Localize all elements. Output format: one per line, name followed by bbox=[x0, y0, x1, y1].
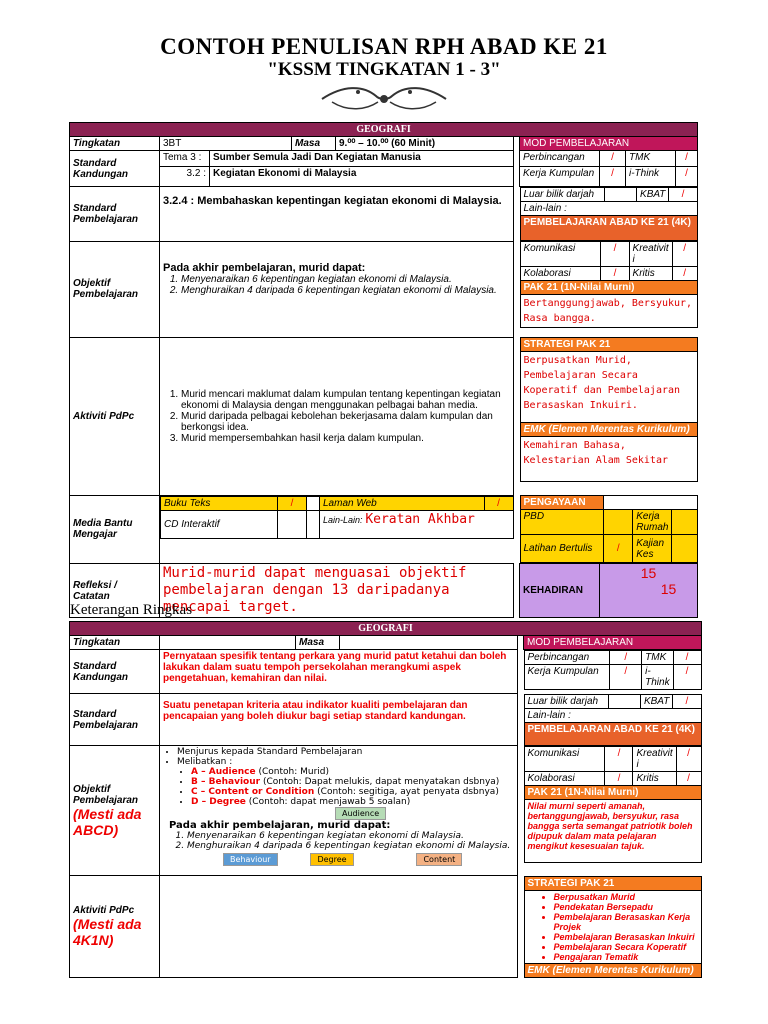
ithink-mark: / bbox=[676, 167, 698, 187]
rph-table-top bbox=[69, 122, 698, 618]
emk-value: Kemahiran Bahasa, Kelestarian Alam Sekitar bbox=[520, 437, 697, 482]
op-item-2: 2. Menghuraikan 4 daripada 6 kepentingan kegiatan ekonomi di Malaysia. bbox=[181, 285, 510, 296]
lain-lain-label: Lain-Lain: bbox=[323, 514, 363, 525]
tmk-mark-2: / bbox=[673, 651, 701, 665]
sk-label: Standard Kandungan bbox=[70, 151, 160, 187]
aktiviti-label-2: Aktiviti PdPc bbox=[73, 905, 135, 916]
kehadiran-hadir: 15 bbox=[640, 565, 657, 581]
mod-header-2: MOD PEMBELAJARAN bbox=[524, 636, 702, 650]
op-note: (Mesti ada ABCD) bbox=[73, 805, 142, 838]
ornament-divider-icon bbox=[318, 82, 450, 116]
aktiviti-label: Aktiviti PdPc bbox=[70, 337, 160, 495]
abcd-a: A – Audience bbox=[191, 767, 256, 777]
op-bullet-2: • Melibatkan : bbox=[177, 757, 514, 767]
mod-header: MOD PEMBELAJARAN bbox=[520, 137, 698, 151]
kehadiran-jumlah: 15 bbox=[660, 581, 677, 597]
buku-teks-label: Buku Teks bbox=[161, 496, 278, 510]
perbincangan-mark: / bbox=[600, 151, 626, 167]
sp-text: 3.2.4 : Membahaskan kepentingan kegiatan ekonomi di Malaysia. bbox=[160, 187, 514, 242]
subtopic-no: 3.2 : bbox=[160, 167, 210, 187]
abcd-c: C – Content or Condition bbox=[191, 787, 315, 797]
perbincangan-label-2: Perbincangan bbox=[524, 651, 610, 665]
kehadiran-label: KEHADIRAN bbox=[520, 564, 600, 618]
aktiviti-item-3: 3. Murid mempersembahkan hasil kerja dalam kumpulan. bbox=[181, 433, 510, 444]
sk-text-2: Pernyataan spesifik tentang perkara yang murid patut ketahui dan boleh lakukan dalam suatu tempoh persekolahan merangkumi aspek pengetahuan, kemahiran dan nilai. bbox=[160, 650, 518, 694]
masa-value: 9.⁰⁰ – 10.⁰⁰ (60 Minit) bbox=[336, 137, 514, 151]
abcd-d: D – Degree bbox=[191, 797, 246, 807]
kerja-kumpulan-label: Kerja Kumpulan bbox=[520, 167, 600, 187]
lain-label-2: Lain-lain : bbox=[524, 708, 701, 722]
aktiviti-item-2: 2. Murid daripada pelbagai kebolehan bekerjasama dalam kumpulan dan berkongsi idea. bbox=[181, 411, 510, 433]
kreativiti-label-2: Kreativit i bbox=[633, 746, 676, 771]
ringkas-title: Keterangan Ringkas bbox=[70, 602, 193, 618]
page-subtitle: "KSSM TINGKATAN 1 - 3" bbox=[267, 59, 501, 80]
kritis-mark: / bbox=[672, 267, 697, 281]
masa-label: Masa bbox=[292, 137, 336, 151]
laman-web-label: Laman Web bbox=[320, 496, 485, 510]
abcd-b: B – Behaviour bbox=[191, 777, 261, 787]
luar-label-2: Luar bilik darjah bbox=[524, 694, 609, 708]
tingkatan-label: Tingkatan bbox=[70, 137, 160, 151]
kritis-mark-2: / bbox=[676, 771, 701, 785]
op-label: Objektif Pembelajaran bbox=[70, 241, 160, 337]
rph-table-bottom bbox=[69, 621, 702, 978]
masa-label-2: Masa bbox=[296, 636, 340, 650]
kbat-mark-2: / bbox=[673, 694, 701, 708]
kbat-label: KBAT bbox=[637, 188, 669, 202]
perbincangan-mark-2: / bbox=[610, 651, 642, 665]
pak-value-2: Nilai murni seperti amanah, bertanggungjawab, bersyukur, rasa bangga serta semangat patriotik boleh dipupuk dalam mata pelajaran mengikut kesesuaian tajuk. bbox=[524, 799, 701, 862]
emk-header: EMK (Elemen Merentas Kurikulum) bbox=[520, 423, 697, 437]
page-title: CONTOH PENULISAN RPH ABAD KE 21 bbox=[160, 34, 608, 59]
degree-tag: Degree bbox=[310, 853, 353, 866]
ithink-label-2: i-Think bbox=[642, 665, 673, 690]
komunikasi-label: Komunikasi bbox=[520, 242, 601, 267]
strategi-item-3: • Pembelajaran Berasaskan Kerja Projek bbox=[554, 912, 698, 932]
subject-header: GEOGRAFI bbox=[70, 123, 698, 137]
aktiviti-note: (Mesti ada 4K1N) bbox=[73, 916, 142, 948]
behaviour-tag: Behaviour bbox=[223, 853, 278, 866]
op-item-2-2: 2. Menghuraikan 4 daripada 6 kepentingan kegiatan ekonomi di Malaysia. bbox=[187, 841, 514, 851]
kerja-kumpulan-mark-2: / bbox=[610, 665, 642, 690]
strategi-item-2: • Pendekatan Bersepadu bbox=[554, 902, 698, 912]
op-bullet-1: • Menjurus kepada Standard Pembelajaran bbox=[177, 747, 514, 757]
abcd-c-example: (Contoh: segitiga, ayat penyata dsbnya) bbox=[317, 787, 499, 797]
strategi-value: Berpusatkan Murid, Pembelajaran Secara Koperatif dan Pembelajaran Berasaskan Inkuiri. bbox=[520, 352, 697, 423]
subtopic-text: Kegiatan Ekonomi di Malaysia bbox=[210, 167, 514, 187]
perbincangan-label: Perbincangan bbox=[520, 151, 600, 167]
kritis-label: Kritis bbox=[629, 267, 672, 281]
kreativiti-mark: / bbox=[672, 242, 697, 267]
aktiviti-item-1: 1. Murid mencari maklumat dalam kumpulan tentang kepentingan kegiatan ekonomi di Malaysia dengan menggunakan pelbagai bahan media. bbox=[181, 389, 510, 411]
op-intro-2: Pada akhir pembelajaran, murid dapat: bbox=[169, 820, 391, 831]
sp-text-2: Suatu penetapan kriteria atau indikator kualiti pembelajaran dan pencapaian yang boleh diukur bagi setiap standard kandungan. bbox=[160, 694, 518, 746]
op-item-2-1: 1. Menyenaraikan 6 kepentingan kegiatan ekonomi di Malaysia. bbox=[187, 831, 514, 841]
media-label: Media Bantu Mengajar bbox=[70, 495, 160, 564]
pak-header: PAK 21 (1N-Nilai Murni) bbox=[520, 281, 697, 295]
ithink-label: i-Think bbox=[626, 167, 676, 187]
audience-tag: Audience bbox=[335, 807, 386, 820]
emk-header-2: EMK (Elemen Merentas Kurikulum) bbox=[524, 963, 701, 977]
tema-no: Tema 3 : bbox=[160, 151, 210, 167]
latihan-label: Latihan Bertulis bbox=[520, 535, 604, 563]
strategi-header: STRATEGI PAK 21 bbox=[520, 338, 697, 352]
abcd-a-example: (Contoh: Murid) bbox=[258, 767, 330, 777]
abcd-d-example: (Contoh: dapat menjawab 5 soalan) bbox=[248, 797, 411, 807]
tmk-mark: / bbox=[676, 151, 698, 167]
sk-label-2: Standard Kandungan bbox=[70, 650, 160, 694]
kreativiti-mark-2: / bbox=[676, 746, 701, 771]
tingkatan-label-2: Tingkatan bbox=[70, 636, 160, 650]
kolaborasi-mark-2: / bbox=[605, 771, 633, 785]
kbat-mark: / bbox=[669, 188, 697, 202]
subject-header-2: GEOGRAFI bbox=[70, 622, 702, 636]
komunikasi-label-2: Komunikasi bbox=[524, 746, 605, 771]
luar-label: Luar bilik darjah bbox=[520, 188, 605, 202]
pak-header-2: PAK 21 (1N-Nilai Murni) bbox=[524, 785, 701, 799]
refleksi-text: Murid-murid dapat menguasai objektif pembelajaran dengan 13 daripadanya mencapai target. bbox=[160, 564, 514, 618]
lain-label: Lain-lain : bbox=[520, 202, 697, 216]
kerja-kumpulan-mark: / bbox=[600, 167, 626, 187]
pbd-label: PBD bbox=[520, 510, 604, 535]
tema-text: Sumber Semula Jadi Dan Kegiatan Manusia bbox=[210, 151, 514, 167]
ithink-mark-2: / bbox=[673, 665, 701, 690]
strategi-item-5: • Pembelajaran Secara Koperatif bbox=[554, 942, 698, 952]
tmk-label-2: TMK bbox=[642, 651, 673, 665]
strategi-header-2: STRATEGI PAK 21 bbox=[524, 876, 701, 890]
kreativiti-label: Kreativit i bbox=[629, 242, 672, 267]
laman-web-mark: / bbox=[484, 496, 513, 510]
kolaborasi-label: Kolaborasi bbox=[520, 267, 601, 281]
tingkatan-value: 3BT bbox=[160, 137, 292, 151]
strategi-item-6: • Pengajaran Tematik bbox=[554, 952, 698, 962]
op-item-1: 1. Menyenaraikan 6 kepentingan kegiatan ekonomi di Malaysia. bbox=[181, 274, 510, 285]
kolaborasi-label-2: Kolaborasi bbox=[524, 771, 605, 785]
cd-label: CD Interaktif bbox=[161, 510, 278, 538]
komunikasi-mark: / bbox=[601, 242, 629, 267]
strategi-item-4: • Pembelajaran Berasaskan Inkuiri bbox=[554, 932, 698, 942]
kajian-label: Kajian Kes bbox=[633, 535, 672, 563]
latihan-mark: / bbox=[604, 535, 633, 563]
tmk-label: TMK bbox=[626, 151, 676, 167]
lain-lain-value: Keratan Akhbar bbox=[365, 511, 475, 527]
op-label-2: Objektif Pembelajaran bbox=[73, 783, 139, 806]
content-tag: Content bbox=[416, 853, 462, 866]
strategi-item-1: • Berpusatkan Murid bbox=[554, 892, 698, 902]
buku-teks-mark: / bbox=[278, 496, 307, 510]
abad-header: PEMBELAJARAN ABAD KE 21 (4K) bbox=[520, 216, 697, 241]
sp-label-2: Standard Pembelajaran bbox=[70, 694, 160, 746]
komunikasi-mark-2: / bbox=[605, 746, 633, 771]
sp-label: Standard Pembelajaran bbox=[70, 187, 160, 242]
kbat-label-2: KBAT bbox=[640, 694, 672, 708]
abad-header-2: PEMBELAJARAN ABAD KE 21 (4K) bbox=[524, 722, 701, 745]
refleksi-label: Refleksi / Catatan bbox=[70, 564, 160, 618]
pak-value: Bertanggungjawab, Bersyukur, Rasa bangga. bbox=[520, 295, 697, 328]
kolaborasi-mark: / bbox=[601, 267, 629, 281]
op-intro: Pada akhir pembelajaran, murid dapat: bbox=[163, 261, 366, 274]
kerja-kumpulan-label-2: Kerja Kumpulan bbox=[524, 665, 610, 690]
abcd-b-example: (Contoh: Dapat melukis, dapat menyatakan dsbnya) bbox=[262, 777, 500, 787]
pengayaan-header: PENGAYAAN bbox=[520, 496, 604, 510]
kritis-label-2: Kritis bbox=[633, 771, 676, 785]
kerja-rumah-label: Kerja Rumah bbox=[633, 510, 672, 535]
